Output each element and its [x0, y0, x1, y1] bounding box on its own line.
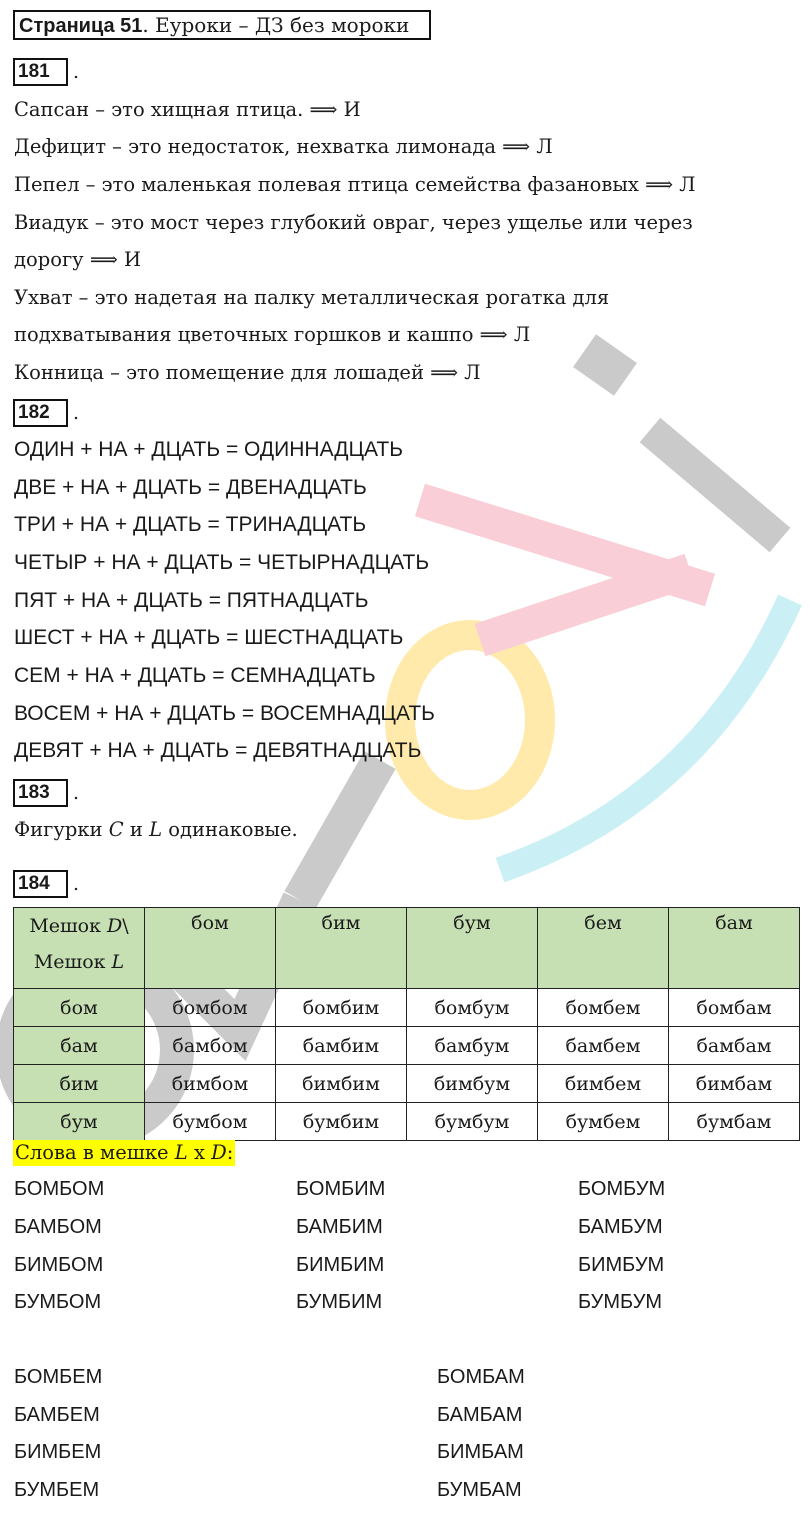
word-item: БИМБИМ — [296, 1254, 385, 1276]
column-header: бам — [669, 908, 800, 989]
word-item: БАМБОМ — [14, 1216, 102, 1238]
word-item: БОМБИМ — [296, 1178, 386, 1200]
table-cell: бомбом — [145, 989, 276, 1027]
table-corner-cell — [14, 908, 145, 989]
word-item: БОМБАМ — [437, 1366, 525, 1388]
task181-line: подхватывания цветочных горшков и кашпо ⟹ Л — [14, 323, 531, 346]
word-item: БАМБЕМ — [14, 1404, 100, 1426]
table-row — [14, 1103, 800, 1141]
table-cell: бумбем — [538, 1103, 669, 1141]
task181-line: Ухват – это надетая на палку металлическая рогатка для — [14, 286, 610, 309]
table-cell: бомбем — [538, 989, 669, 1027]
table-row — [14, 1065, 800, 1103]
task-number-182 — [13, 399, 80, 427]
text: одинаковые. — [162, 818, 298, 841]
table-cell: бамбом — [145, 1027, 276, 1065]
task182-line: ОДИН + НА + ДЦАТЬ = ОДИННАДЦАТЬ — [14, 438, 404, 461]
table-cell: бумбим — [276, 1103, 407, 1141]
watermark-dot — [573, 334, 637, 395]
text: и — [123, 818, 150, 841]
word-item: БИМБАМ — [437, 1441, 524, 1463]
figure-c: C — [108, 818, 124, 841]
table-cell: бамбум — [407, 1027, 538, 1065]
task181-line: Виадук – это мост через глубокий овраг, через ущелье или через — [14, 211, 693, 234]
table-cell: бомбум — [407, 989, 538, 1027]
task-number-text: 184 — [18, 873, 50, 894]
table-cell: бимбум — [407, 1065, 538, 1103]
word-item: БОМБУМ — [578, 1178, 666, 1200]
word-item: БАМБИМ — [296, 1216, 383, 1238]
table-cell: бимбим — [276, 1065, 407, 1103]
text: x — [187, 1141, 212, 1164]
task183-text — [14, 818, 298, 842]
table-cell: бамбим — [276, 1027, 407, 1065]
task-number-181 — [13, 58, 80, 86]
table-cell: бумбум — [407, 1103, 538, 1141]
page-number: Страница 51 — [19, 15, 143, 37]
table-cell: бамбем — [538, 1027, 669, 1065]
table-cell: бумбом — [145, 1103, 276, 1141]
var-l: L — [111, 951, 125, 973]
task181-line: Сапсан – это хищная птица. ⟹ И — [14, 98, 361, 121]
task181-line: Пепел – это маленькая полевая птица семейства фазановых ⟹ Л — [14, 173, 696, 196]
task-number-dot: . — [73, 61, 80, 83]
task181-line: Дефицит – это недостаток, нехватка лимонада ⟹ Л — [14, 135, 553, 158]
table-cell: бомбам — [669, 989, 800, 1027]
watermark-swoosh — [500, 600, 790, 870]
text: Мешок — [29, 915, 108, 937]
row-header: бом — [14, 989, 145, 1027]
corner-top — [14, 908, 144, 944]
word-item: БИМБЕМ — [14, 1441, 102, 1463]
task182-line: ВОСЕМ + НА + ДЦАТЬ = ВОСЕМНАДЦАТЬ — [14, 702, 435, 725]
row-header: бим — [14, 1065, 145, 1103]
word-item: БУМБОМ — [14, 1291, 102, 1313]
row-header: бум — [14, 1103, 145, 1141]
table-row — [14, 1027, 800, 1065]
task182-line: ПЯТ + НА + ДЦАТЬ = ПЯТНАДЦАТЬ — [14, 589, 369, 612]
column-header: бом — [145, 908, 276, 989]
task-number-text: 182 — [18, 402, 50, 423]
task-number-dot: . — [73, 402, 80, 424]
task182-line: СЕМ + НА + ДЦАТЬ = СЕМНАДЦАТЬ — [14, 664, 376, 687]
task182-line: ДЕВЯТ + НА + ДЦАТЬ = ДЕВЯТНАДЦАТЬ — [14, 739, 422, 762]
table-cell: бомбим — [276, 989, 407, 1027]
text: Слова в мешке — [15, 1141, 175, 1164]
word-item: БАМБУМ — [578, 1216, 663, 1238]
text: : — [226, 1141, 234, 1164]
var-d: D — [211, 1141, 227, 1164]
word-item: БУМБУМ — [578, 1291, 663, 1313]
task-number-183 — [13, 779, 80, 807]
table-header-row — [14, 908, 800, 989]
task182-line: ШЕСТ + НА + ДЦАТЬ = ШЕСТНАДЦАТЬ — [14, 626, 404, 649]
task-number-text: 183 — [18, 782, 50, 803]
table-cell: бамбам — [669, 1027, 800, 1065]
task-number-text: 181 — [18, 61, 50, 82]
table-cell: бумбам — [669, 1103, 800, 1141]
column-header: бем — [538, 908, 669, 989]
task-number-dot: . — [73, 873, 80, 895]
highlighted-words-title — [13, 1140, 235, 1166]
product-table — [13, 907, 800, 1141]
word-item: БИМБОМ — [14, 1254, 104, 1276]
corner-bottom — [14, 944, 144, 980]
word-item: БУМБИМ — [296, 1291, 383, 1313]
column-header: бум — [407, 908, 538, 989]
word-item: БУМБЕМ — [14, 1479, 100, 1501]
table-cell: бимбом — [145, 1065, 276, 1103]
word-item: БУМБАМ — [437, 1479, 522, 1501]
column-header: бим — [276, 908, 407, 989]
watermark-letter-k — [420, 500, 710, 640]
watermark-letter-i — [650, 430, 780, 540]
word-item: БОМБЕМ — [14, 1366, 103, 1388]
word-item: БАМБАМ — [437, 1404, 523, 1426]
watermark-letter-r — [300, 760, 380, 900]
task-number-184 — [13, 870, 80, 898]
table-cell: бимбем — [538, 1065, 669, 1103]
var-d: D — [107, 915, 123, 937]
task-number-dot: . — [73, 782, 80, 804]
task181-line: дорогу ⟹ И — [14, 248, 142, 271]
table-row — [14, 989, 800, 1027]
text: \ — [122, 915, 129, 937]
word-item: БИМБУМ — [578, 1254, 665, 1276]
var-l: L — [174, 1141, 188, 1164]
figure-l: L — [149, 818, 163, 841]
page-header — [13, 10, 431, 40]
text: Мешок — [33, 951, 112, 973]
table-cell: бимбам — [669, 1065, 800, 1103]
task182-line: ДВЕ + НА + ДЦАТЬ = ДВЕНАДЦАТЬ — [14, 476, 367, 499]
word-item: БОМБОМ — [14, 1178, 105, 1200]
task182-line: ТРИ + НА + ДЦАТЬ = ТРИНАДЦАТЬ — [14, 513, 367, 536]
page-header-title: . Еуроки – ДЗ без мороки — [142, 13, 410, 37]
task181-line: Конница – это помещение для лошадей ⟹ Л — [14, 361, 481, 384]
row-header: бам — [14, 1027, 145, 1065]
text: Фигурки — [14, 818, 109, 841]
task182-line: ЧЕТЫР + НА + ДЦАТЬ = ЧЕТЫРНАДЦАТЬ — [14, 551, 430, 574]
